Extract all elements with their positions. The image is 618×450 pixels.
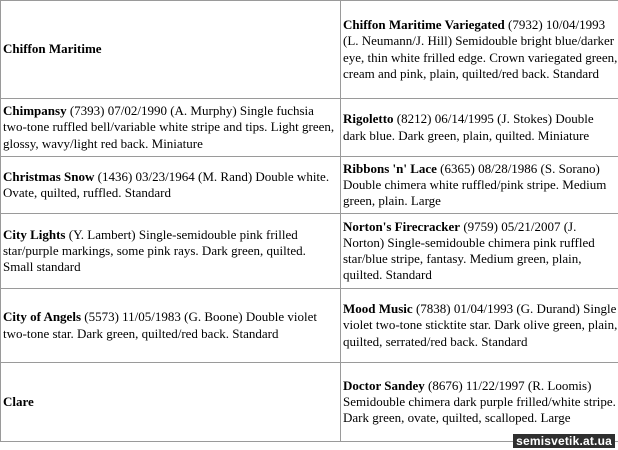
table-row bbox=[1, 157, 618, 214]
variety-cell bbox=[341, 1, 618, 99]
variety-name: City of Angels bbox=[3, 309, 81, 325]
table-row bbox=[1, 214, 618, 289]
table-row bbox=[1, 1, 618, 99]
table-row bbox=[1, 289, 618, 363]
variety-name: City Lights bbox=[3, 226, 66, 242]
variety-details: (8212) 06/14/1995 (J. Stokes) Double dark blue. Dark green, plain, quilted. Miniature bbox=[343, 111, 594, 143]
variety-details: (1436) 03/23/1964 (M. Rand) Double white. Ovate, quilted, ruffled. Standard bbox=[3, 168, 330, 200]
variety-cell bbox=[1, 363, 341, 442]
variety-name: Chimpansy bbox=[3, 103, 67, 119]
variety-cell bbox=[341, 214, 618, 289]
variety-cell bbox=[1, 214, 341, 289]
variety-name: Clare bbox=[3, 393, 34, 409]
site-watermark: semisvetik.at.ua bbox=[513, 434, 615, 448]
variety-cell bbox=[341, 99, 618, 157]
variety-details: (5573) 11/05/1983 (G. Boone) Double violet two-tone star. Dark green, quilted/red back. Standard bbox=[3, 309, 318, 341]
variety-name: Christmas Snow bbox=[3, 168, 95, 184]
variety-cell bbox=[1, 1, 341, 99]
variety-details: (8676) 11/22/1997 (R. Loomis) Semidouble chimera dark purple frilled/white stripe. Dark green, ovate, quilted, scalloped. Large bbox=[343, 377, 616, 426]
variety-name: Rigoletto bbox=[343, 111, 394, 127]
variety-details: (6365) 08/28/1986 (S. Sorano) Double chimera white ruffled/pink stripe. Medium green, plain. Large bbox=[343, 160, 607, 209]
variety-cell bbox=[1, 289, 341, 363]
variety-name: Mood Music bbox=[343, 301, 413, 317]
table-row bbox=[1, 99, 618, 157]
variety-cell bbox=[1, 157, 341, 214]
variety-details: (Y. Lambert) Single-semidouble pink frilled star/purple markings, some pink rays. Dark green, quilted. Small standard bbox=[3, 226, 306, 275]
variety-name: Chiffon Maritime Variegated bbox=[343, 17, 505, 33]
variety-cell bbox=[1, 99, 341, 157]
variety-details: (9759) 05/21/2007 (J. Norton) Single-semidouble chimera pink ruffled star/blue stripe, fantasy. Medium green, plain, quilted. Standard bbox=[343, 218, 595, 283]
variety-details: (7932) 10/04/1993 (L. Neumann/J. Hill) Semidouble bright blue/darker eye, thin white frilled edge. Crown variegated green, cream and pink, plain, quilted/red back. Standard bbox=[343, 17, 618, 81]
variety-name: Chiffon Maritime bbox=[3, 41, 102, 57]
table-row bbox=[1, 363, 618, 442]
variety-details: (7393) 07/02/1990 (A. Murphy) Single fuchsia two-tone ruffled bell/variable white stripe and tips. Light green, glossy, wavy/light red back. Miniature bbox=[3, 103, 335, 151]
variety-details: (7838) 01/04/1993 (G. Durand) Single violet two-tone sticktite star. Dark olive green, plain, quilted, serrated/red back. Standard bbox=[343, 301, 618, 349]
variety-cell bbox=[341, 289, 618, 363]
variety-cell bbox=[341, 363, 618, 442]
variety-cell bbox=[341, 157, 618, 214]
variety-name: Ribbons 'n' Lace bbox=[343, 160, 437, 176]
variety-name: Norton's Firecracker bbox=[343, 218, 461, 234]
variety-name: Doctor Sandey bbox=[343, 377, 425, 393]
